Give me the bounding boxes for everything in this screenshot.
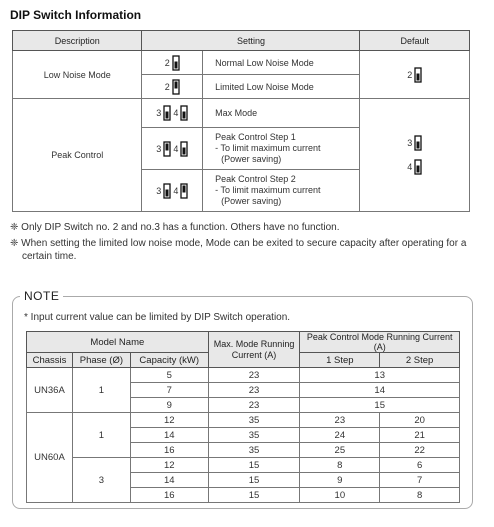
header-description: Description: [13, 31, 142, 51]
dip-switch-number: 4: [173, 185, 179, 196]
header-capacity: Capacity (kW): [130, 353, 208, 368]
max-current-cell: 23: [208, 398, 300, 413]
dip-switch-3-up-icon: [156, 141, 171, 157]
dip-switch-4-down-icon: [407, 159, 422, 175]
dip-switch-4-down-icon: [173, 105, 188, 121]
note-1-text: Only DIP Switch no. 2 and no.3 has a function. Others have no function.: [21, 222, 340, 233]
max-current-cell: 23: [208, 383, 300, 398]
max-current-cell: 15: [208, 473, 300, 488]
dip-switch-number: 2: [164, 57, 170, 68]
phase-cell: 1: [72, 368, 130, 413]
setting-line: (Power saving): [221, 154, 282, 164]
low-noise-description: Low Noise Mode: [13, 51, 142, 99]
step-2-cell: 8: [380, 488, 460, 503]
capacity-cell: 14: [130, 473, 208, 488]
header-peak-current: Peak Control Mode Running Current (A): [300, 332, 460, 353]
chassis-cell: UN36A: [27, 368, 73, 413]
dip-switch-3-down-icon: [156, 183, 171, 199]
header-step-2: 2 Step: [380, 353, 460, 368]
max-current-cell: 35: [208, 428, 300, 443]
note-label: NOTE: [20, 289, 63, 303]
step-1-cell: 10: [300, 488, 380, 503]
note-1: [10, 221, 480, 234]
step-1-cell: 8: [300, 458, 380, 473]
dip-switch-4-up-icon: [173, 183, 188, 199]
max-current-cell: 23: [208, 368, 300, 383]
dip-switch-number: 3: [156, 108, 162, 118]
default-switch-row: [361, 131, 468, 155]
step-2-cell: 22: [380, 443, 460, 458]
step-2-cell: 6: [380, 458, 460, 473]
header-step-1: 1 Step: [300, 353, 380, 368]
dip-switch-number: 4: [407, 162, 413, 172]
capacity-cell: 7: [130, 383, 208, 398]
default-switch-row: [361, 155, 468, 179]
note-bullet-icon: ❈: [10, 238, 19, 249]
setting-line: Peak Control Step 2: [215, 174, 296, 184]
dip-switch-2-down-icon: [165, 55, 180, 71]
setting-line: (Power saving): [221, 196, 282, 206]
setting-line: Peak Control Step 1: [215, 132, 296, 142]
step-1-cell: 24: [300, 428, 380, 443]
capacity-cell: 12: [130, 458, 208, 473]
dip-switch-2-down-icon: [407, 67, 422, 83]
dip-switch-2-up-icon: [165, 79, 180, 95]
dip-switch-number: 3: [156, 143, 162, 154]
setting-normal-low-noise: Normal Low Noise Mode: [203, 51, 360, 75]
dip-switch-cell: [142, 128, 203, 170]
note-2-text: When setting the limited low noise mode, Mode can be exited to secure capacity after operating for a certain time.: [21, 238, 467, 262]
capacity-cell: 5: [130, 368, 208, 383]
header-setting: Setting: [142, 31, 360, 51]
dip-switch-cell: [142, 51, 203, 75]
setting-line: Max Mode: [215, 107, 258, 118]
notes: [10, 221, 480, 266]
max-current-cell: 15: [208, 488, 300, 503]
setting-line: - To limit maximum current: [215, 143, 321, 153]
peak-current-cell: 13: [300, 368, 460, 383]
dip-switch-number: 4: [173, 108, 179, 118]
dip-switch-table: [12, 30, 470, 212]
capacity-cell: 14: [130, 428, 208, 443]
capacity-cell: 9: [130, 398, 208, 413]
capacity-cell: 16: [130, 488, 208, 503]
setting-limited-low-noise: Limited Low Noise Mode: [203, 75, 360, 99]
dip-switch-number: 4: [173, 143, 179, 154]
step-2-cell: 20: [380, 413, 460, 428]
dip-switch-cell: [142, 99, 203, 128]
dip-switch-cell: [142, 170, 203, 212]
setting-line: - To limit maximum current: [215, 185, 321, 195]
peak-current-cell: 15: [300, 398, 460, 413]
dip-switch-number: 2: [407, 69, 413, 80]
default-peak-control: [360, 99, 470, 212]
dip-switch-3-down-icon: [407, 135, 422, 151]
chassis-cell: UN60A: [27, 413, 73, 503]
step-1-cell: 25: [300, 443, 380, 458]
note-text: * Input current value can be limited by DIP Switch operation.: [24, 312, 291, 323]
setting-max-mode: [203, 99, 360, 128]
dip-switch-number: 3: [407, 138, 413, 148]
running-current-table: [26, 331, 460, 503]
step-1-cell: 9: [300, 473, 380, 488]
max-current-cell: 35: [208, 443, 300, 458]
header-phase: Phase (Ø): [72, 353, 130, 368]
default-peak-switches: [361, 131, 468, 179]
default-low-noise: [360, 51, 470, 99]
header-chassis: Chassis: [27, 353, 73, 368]
setting-peak-step-2: [203, 170, 360, 212]
dip-switch-4-down-icon: [173, 141, 188, 157]
phase-cell: 3: [72, 458, 130, 503]
note-bullet-icon: ❈: [10, 222, 19, 233]
max-current-cell: 15: [208, 458, 300, 473]
max-current-cell: 35: [208, 413, 300, 428]
header-model-name: Model Name: [27, 332, 209, 353]
header-max-current: Max. Mode Running Current (A): [208, 332, 300, 368]
header-default: Default: [360, 31, 470, 51]
dip-switch-number: 2: [164, 81, 170, 92]
peak-control-description: Peak Control: [13, 99, 142, 212]
step-1-cell: 23: [300, 413, 380, 428]
phase-cell: 1: [72, 413, 130, 458]
setting-peak-step-1: [203, 128, 360, 170]
capacity-cell: 16: [130, 443, 208, 458]
dip-switch-cell: [142, 75, 203, 99]
dip-switch-number: 3: [156, 185, 162, 196]
page-title: DIP Switch Information: [10, 8, 142, 22]
peak-current-cell: 14: [300, 383, 460, 398]
note-2: [10, 237, 480, 263]
dip-switch-3-down-icon: [156, 105, 171, 121]
capacity-cell: 12: [130, 413, 208, 428]
step-2-cell: 7: [380, 473, 460, 488]
step-2-cell: 21: [380, 428, 460, 443]
